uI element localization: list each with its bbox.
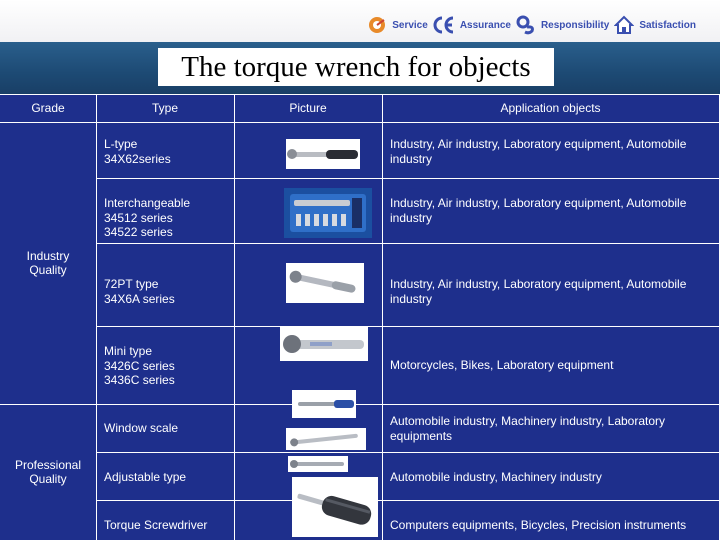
ratchet-wrench-photo: [286, 263, 364, 303]
type-cell: Window scale: [104, 421, 179, 435]
torque-screwdriver-photo: [292, 477, 378, 537]
application-cell: Motorcycles, Bikes, Laboratory equipment: [390, 358, 614, 372]
adjustable-wrench-photo: [288, 456, 348, 472]
column-header-picture: Picture: [289, 100, 327, 115]
column-header-type: Type: [151, 100, 178, 115]
ce-mark-icon: [433, 15, 455, 35]
badge-label: Responsibility: [540, 19, 610, 31]
type-cell: Torque Screwdriver: [104, 518, 208, 532]
badge-label: Satisfaction: [639, 19, 696, 31]
badge-strip: [367, 14, 696, 36]
table-rule: [96, 500, 720, 501]
application-cell: Industry, Air industry, Laboratory equipment, Automobile industry: [390, 137, 687, 166]
table-rule: [96, 326, 720, 327]
table-rule: [234, 94, 235, 540]
l-type-wrench-photo: [286, 139, 360, 169]
type-cell: L-type 34X62series: [104, 137, 171, 166]
table-rule: [96, 178, 720, 179]
service-icon: [367, 15, 387, 35]
column-header-grade: Grade: [31, 100, 65, 115]
badge-label: Assurance: [459, 19, 511, 31]
table-rule: [96, 452, 720, 453]
application-cell: Computers equipments, Bicycles, Precision instruments: [390, 518, 687, 532]
page-title: The torque wrench for objects: [181, 51, 531, 83]
badge-label: Service: [392, 19, 428, 31]
table-rule: [96, 94, 97, 540]
type-cell: Adjustable type: [104, 470, 187, 484]
grade-industry-quality: Industry Quality: [26, 248, 70, 277]
mini-wrench-photo: [292, 390, 356, 418]
application-cell: Automobile industry, Machinery industry, Laboratory equipments: [390, 414, 666, 443]
type-cell: Mini type 3426C series 3436C series: [104, 344, 175, 387]
application-cell: Industry, Air industry, Laboratory equipment, Automobile industry: [390, 277, 687, 306]
mini-wrench-photo: [280, 327, 368, 361]
column-header-application: Application objects: [500, 100, 601, 115]
table-rule: [382, 94, 383, 540]
application-cell: Industry, Air industry, Laboratory equipment, Automobile industry: [390, 196, 687, 225]
grade-professional-quality: Professional Quality: [14, 457, 82, 486]
table-rule: [0, 122, 720, 123]
house-icon: [614, 15, 634, 35]
type-cell: Interchangeable 34512 series 34522 series: [104, 196, 191, 239]
table-rule: [96, 243, 720, 244]
gs-mark-icon: [516, 15, 536, 35]
window-scale-wrench-photo: [286, 428, 366, 450]
type-cell: 72PT type 34X6A series: [104, 277, 175, 306]
interchangeable-wrench-set-photo: [284, 188, 372, 238]
table-rule: [0, 404, 720, 405]
application-cell: Automobile industry, Machinery industry: [390, 470, 602, 484]
